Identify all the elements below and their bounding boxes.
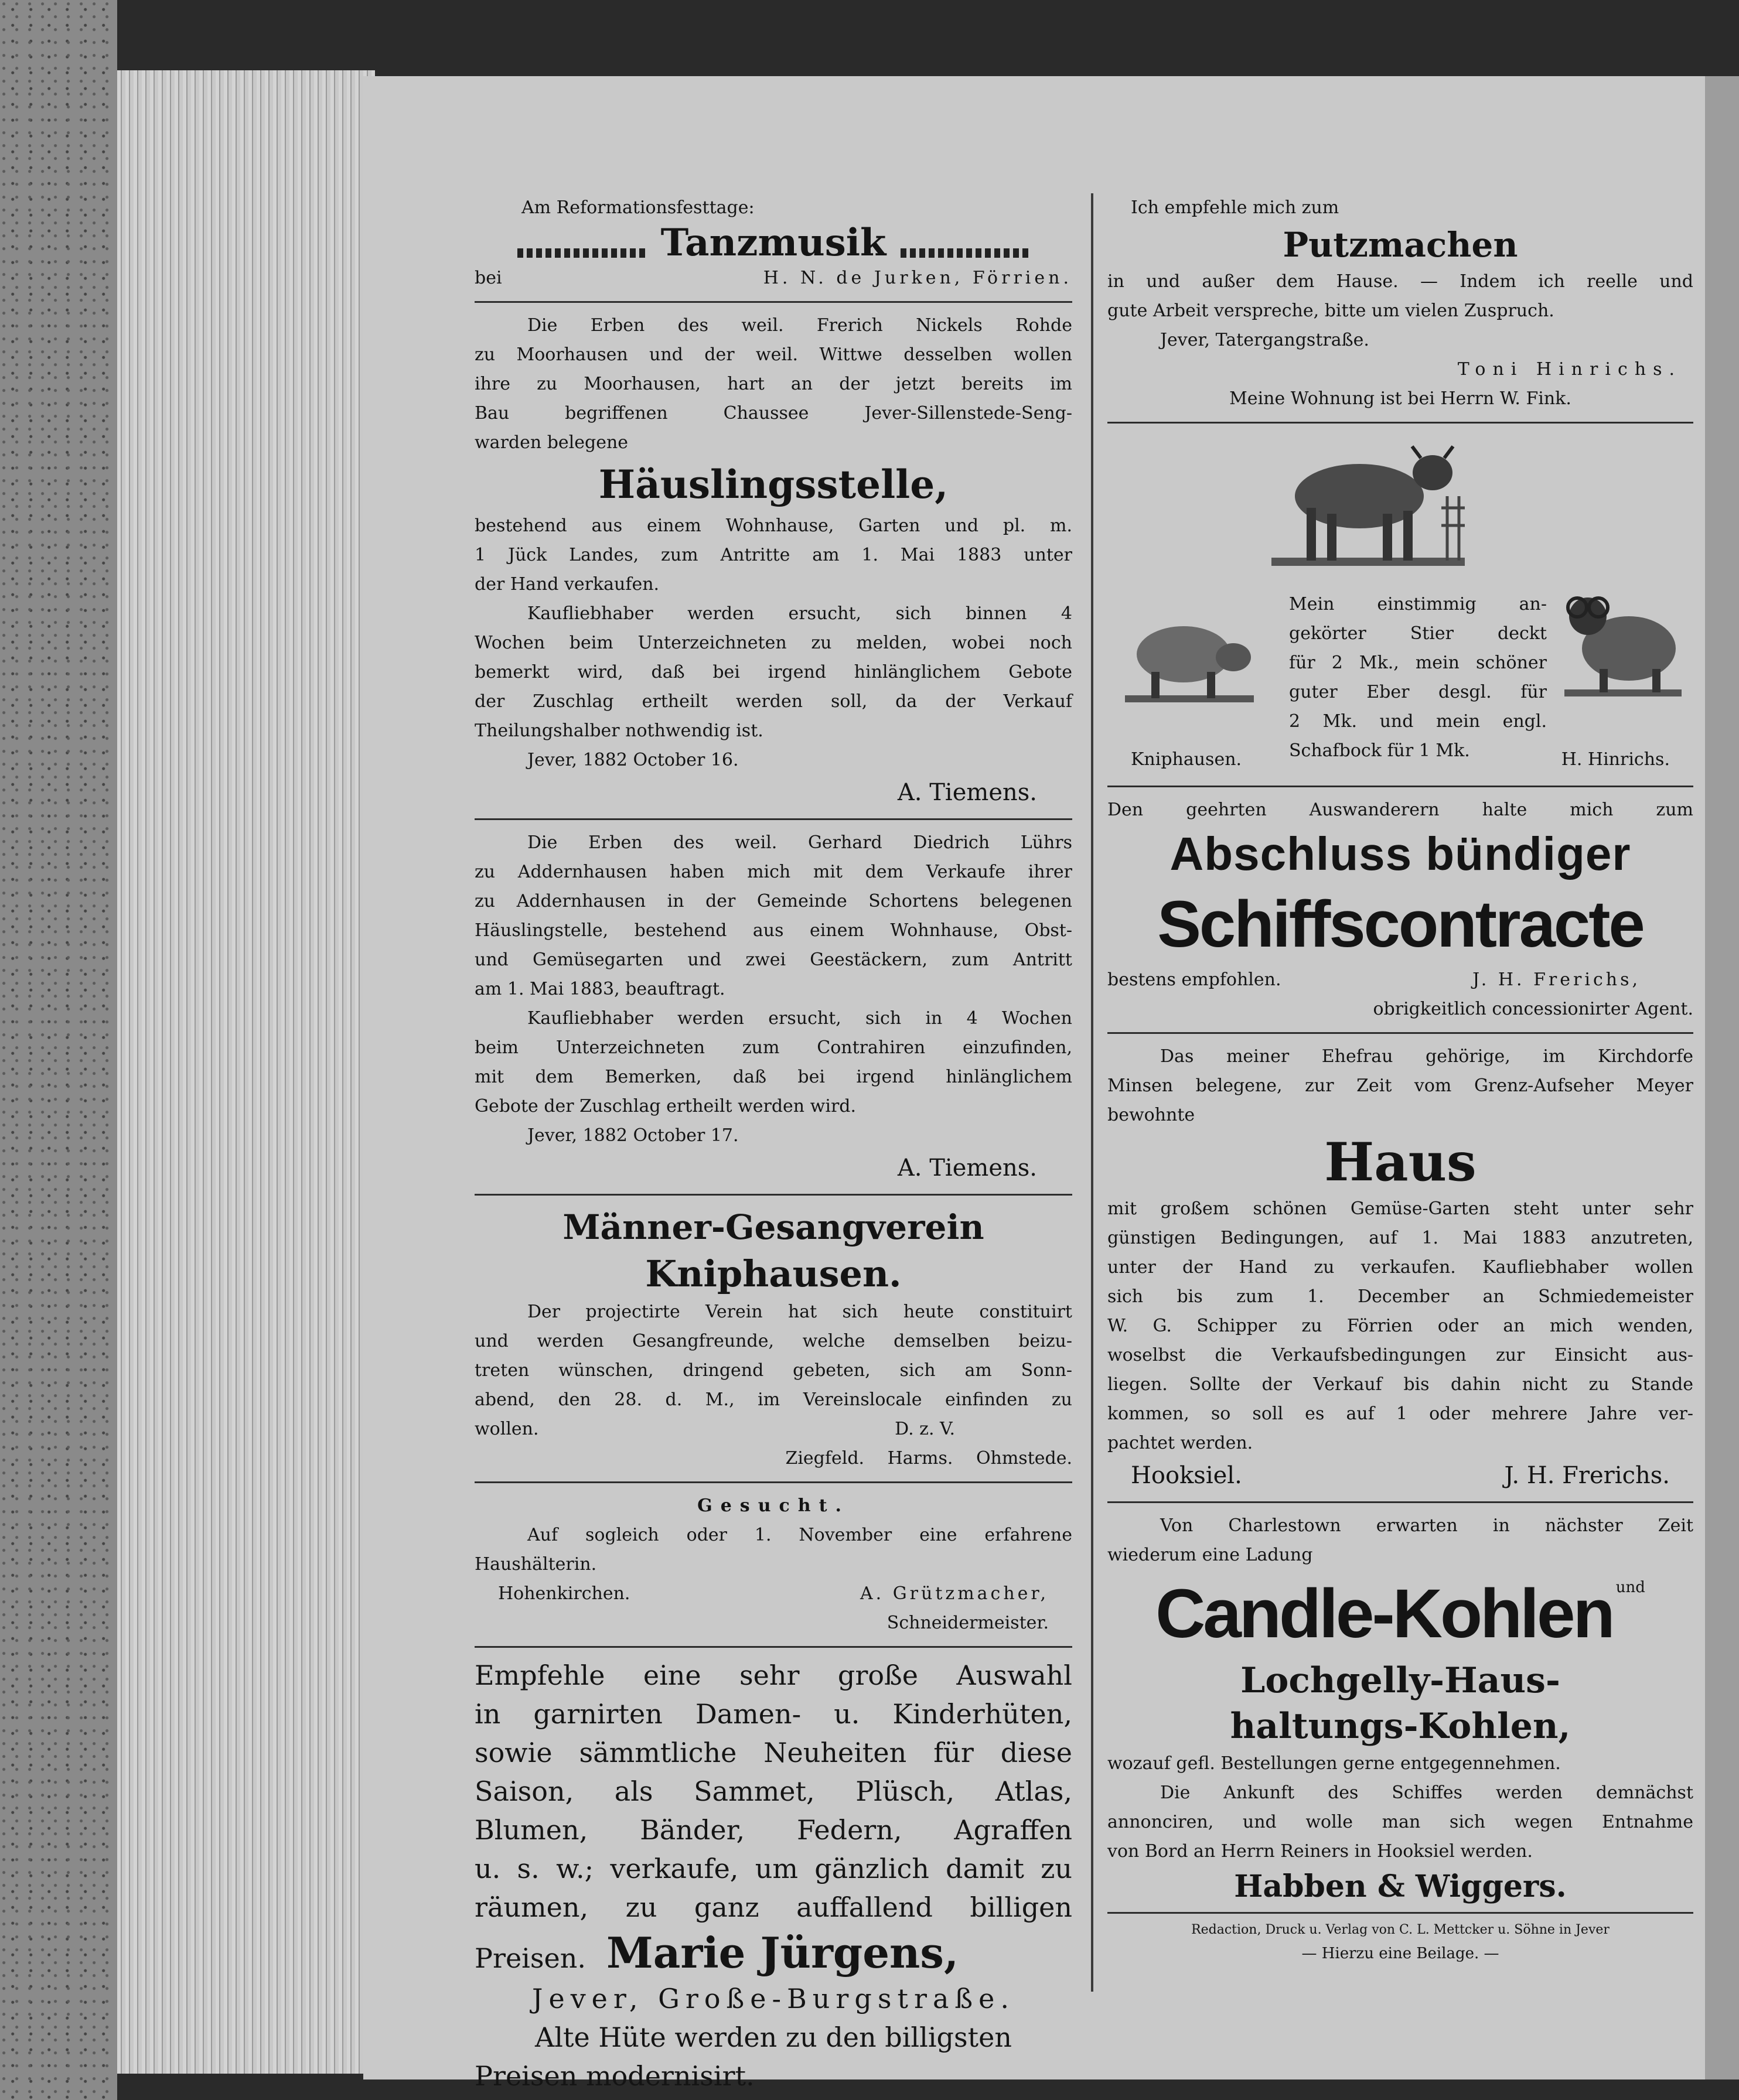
text-line: Mein einstimmig an- (1289, 594, 1547, 614)
haeuslingsstelle-title: Häuslingsstelle, (598, 462, 949, 507)
text-line: sowie sämmtliche Neuheiten für diese (475, 1737, 1072, 1768)
pig-illustration (1125, 602, 1254, 707)
book-binding (0, 0, 117, 2100)
divider (475, 1646, 1072, 1648)
ad-putzmachen (1107, 193, 1693, 414)
text-line: von Bord an Herrn Reiners in Hooksiel werden. (1107, 1841, 1533, 1862)
ad-gesucht (475, 1491, 1072, 1638)
text-line: Kaufliebhaber werden ersucht, sich binnen 4 (527, 603, 1072, 624)
text-line: zu Moorhausen und der weil. Wittwe desselben wollen (475, 344, 1072, 365)
page-stack-edge (117, 70, 375, 2074)
text-line: abend, den 28. d. M., im Vereinslocale einfinden zu (475, 1389, 1072, 1410)
schiff-role: obrigkeitlich concessionirter Agent. (1373, 999, 1693, 1019)
newspaper-page (363, 76, 1705, 2092)
gesucht-place: Hohenkirchen. (498, 1583, 630, 1604)
text-line: unter der Hand zu verkaufen. Kaufliebhaber wollen (1107, 1257, 1693, 1278)
preisen: Preisen. (475, 1942, 586, 1974)
ornament-left (517, 248, 646, 258)
kohlen-und: und (1615, 1579, 1645, 1596)
text-line: Empfehle eine sehr große Auswahl (475, 1659, 1072, 1691)
right-column (1107, 193, 1693, 1965)
schiff-intro: Den geehrten Auswanderern halte mich zum (1107, 800, 1693, 820)
text-line: günstigen Bedingungen, auf 1. Mai 1883 anzutreten, (1107, 1228, 1693, 1248)
text-line: und Gemüsegarten und zwei Geestäckern, zum Antritt (475, 950, 1072, 970)
text-line: 1 Jück Landes, zum Antritte am 1. Mai 1883 unter (475, 545, 1072, 565)
ad-date: Jever, 1882 October 17. (527, 1125, 739, 1146)
text-line: Blumen, Bänder, Federn, Agraffen (475, 1814, 1072, 1846)
text-line: pachtet werden. (1107, 1433, 1253, 1453)
ad-tanzmusik (475, 193, 1072, 293)
board-name: Ohmstede. (976, 1448, 1072, 1469)
text-line: Die Erben des weil. Gerhard Diedrich Lührs (527, 832, 1072, 853)
divider (475, 818, 1072, 820)
tanz-intro: Am Reformationsfesttage: (521, 197, 755, 218)
text-line: Von Charlestown erwarten in nächster Zeit (1160, 1515, 1693, 1536)
board-name: Harms. (887, 1448, 953, 1469)
text-line: wiederum eine Ladung (1107, 1545, 1313, 1565)
page-footer (1107, 1918, 1693, 1965)
divider (1107, 1501, 1693, 1503)
text-line: Auf sogleich oder 1. November eine erfahrene (527, 1525, 1072, 1545)
text-line: bestehend aus einem Wohnhause, Garten und pl. m. (475, 515, 1072, 536)
gesucht-sig: A. Grützmacher, (860, 1583, 1049, 1604)
ad-marie-juergens (475, 1656, 1072, 2095)
text-line: Das meiner Ehefrau gehörige, im Kirchdorfe (1160, 1046, 1693, 1067)
text-line: warden belegene (475, 432, 629, 453)
text-line: mit dem Bemerken, daß bei irgend hinlänglichem (475, 1067, 1072, 1087)
board-name: Ziegfeld. (785, 1448, 865, 1469)
text-line: beim Unterzeichneten zum Contrahiren einzufinden, (475, 1037, 1072, 1058)
text-line: treten wünschen, dringend gebeten, sich am Sonn- (475, 1360, 1072, 1381)
putz-place: Jever, Tatergangstraße. (1160, 330, 1369, 350)
text-line: u. s. w.; verkaufe, um gänzlich damit zu (475, 1853, 1072, 1884)
text-line: liegen. Sollte der Verkauf bis dahin nicht zu Stande (1107, 1374, 1693, 1395)
kohlen-title-1: Candle-Kohlen (1155, 1575, 1613, 1652)
text-line: Alte Hüte werden zu den billigsten (535, 2022, 1012, 2053)
column-divider (1091, 193, 1093, 1992)
kohlen-title-3: haltungs-Kohlen, (1230, 1706, 1571, 1747)
schiff-title-2: Schiffscontracte (1157, 887, 1643, 961)
text-line: Bau begriffenen Chaussee Jever-Sillenstede-Seng- (475, 403, 1072, 424)
text-line: kommen, so soll es auf 1 oder mehrere Jahre ver- (1107, 1404, 1693, 1424)
gesang-title-1: Männer-Gesangverein (562, 1207, 984, 1247)
putz-note: Meine Wohnung ist bei Herrn W. Fink. (1229, 388, 1571, 409)
text-line: räumen, zu ganz auffallend billigen (475, 1891, 1072, 1923)
text-line: Saison, als Sammet, Plüsch, Atlas, (475, 1775, 1072, 1807)
signature: A. Tiemens. (897, 779, 1037, 806)
putz-title: Putzmachen (1283, 225, 1518, 265)
text-line: Minsen belegene, zur Zeit vom Grenz-Aufseher Meyer (1107, 1075, 1693, 1096)
text-line: wozauf gefl. Bestellungen gerne entgegennehmen. (1107, 1753, 1561, 1774)
text-line: ihre zu Moorhausen, hart an der jetzt bereits im (475, 374, 1072, 394)
gesucht-title: Gesucht. (697, 1495, 850, 1516)
text-line: Preisen modernisirt. (475, 2060, 755, 2092)
ad-gesangverein (475, 1204, 1072, 1473)
haus-place: Hooksiel. (1131, 1462, 1242, 1489)
ad-haeuslingsstelle-1 (475, 311, 1072, 810)
text-line: mit großem schönen Gemüse-Garten steht unter sehr (1107, 1198, 1693, 1219)
text-line: gekörter Stier deckt (1289, 623, 1547, 644)
beilage-note: — Hierzu eine Beilage. — (1301, 1945, 1499, 1962)
signature: A. Tiemens. (897, 1155, 1037, 1182)
text-line: Die Ankunft des Schiffes werden demnächst (1160, 1783, 1693, 1803)
divider (1107, 786, 1693, 787)
divider (1107, 1912, 1693, 1914)
text-line: woselbst die Verkaufsbedingungen zur Einsicht aus- (1107, 1345, 1693, 1365)
text-line: bemerkt wird, daß bei irgend hinlänglichem Gebote (475, 662, 1072, 682)
tanz-host: H. N. de Jurken, Förrien. (763, 268, 1072, 288)
tanz-bei: bei (475, 268, 502, 288)
ad-date: Jever, 1882 October 16. (527, 750, 739, 770)
stier-name: H. Hinrichs. (1561, 749, 1670, 770)
text-line: Häuslingstelle, bestehend aus einem Wohnhause, Obst- (475, 920, 1072, 941)
text-line: Der projectirte Verein hat sich heute constituirt (527, 1302, 1072, 1322)
text-line: Wochen beim Unterzeichneten zu melden, wobei noch (475, 633, 1072, 653)
text-line: zu Addernhausen haben mich mit dem Verkaufe ihrer (475, 862, 1072, 882)
divider (475, 1481, 1072, 1483)
text-line: in und außer dem Hause. — Indem ich reelle und (1107, 271, 1693, 292)
schiff-left: bestens empfohlen. (1107, 969, 1281, 990)
text-line: Gebote der Zuschlag ertheilt werden wird. (475, 1096, 857, 1116)
imprint: Redaction, Druck u. Verlag von C. L. Mettcker u. Söhne in Jever (1191, 1923, 1610, 1937)
text-line: zu Addernhausen in der Gemeinde Schortens belegenen (475, 891, 1072, 911)
text-line: und werden Gesangfreunde, welche demselben beizu- (475, 1331, 1072, 1351)
left-column (475, 193, 1072, 2095)
text-line: 2 Mk. und mein engl. (1289, 711, 1547, 732)
ad-schiffscontracte (1107, 795, 1693, 1024)
text-line: Die Erben des weil. Frerich Nickels Rohde (527, 315, 1072, 336)
gesang-wollen: wollen. (475, 1419, 539, 1439)
juergens-address: Jever, Große-Burgstraße. (532, 1983, 1015, 2014)
text-line: W. G. Schipper zu Förrien oder an mich wenden, (1107, 1316, 1693, 1336)
divider (1107, 1032, 1693, 1034)
text-line: für 2 Mk., mein schöner (1289, 653, 1547, 673)
text-line: guter Eber desgl. für (1289, 682, 1547, 702)
text-line: sich bis zum 1. December an Schmiedemeister (1107, 1286, 1693, 1307)
putz-intro: Ich empfehle mich zum (1131, 197, 1339, 218)
divider (1107, 422, 1693, 424)
text-line: gute Arbeit verspreche, bitte um vielen Zuspruch. (1107, 301, 1554, 321)
gesucht-role: Schneidermeister. (886, 1613, 1049, 1633)
text-line: Schafbock für 1 Mk. (1289, 740, 1470, 761)
text-line: am 1. Mai 1883, beauftragt. (475, 979, 725, 999)
schiff-title-1: Abschluss bündiger (1169, 828, 1631, 880)
text-line: der Hand verkaufen. (475, 574, 660, 595)
text-line: Kaufliebhaber werden ersucht, sich in 4 Wochen (527, 1008, 1072, 1029)
haus-name: J. H. Frerichs. (1504, 1462, 1670, 1489)
ornament-right (901, 248, 1029, 258)
ad-haus (1107, 1042, 1693, 1493)
bull-illustration (1271, 438, 1465, 572)
putz-name: Toni Hinrichs. (1457, 359, 1682, 380)
kohlen-title-2: Lochgelly-Haus- (1240, 1660, 1560, 1701)
text-line: annonciren, und wolle man sich wegen Entnahme (1107, 1812, 1693, 1832)
page-edge (1705, 76, 1739, 2079)
ram-illustration (1564, 584, 1682, 701)
ad-stier (1107, 432, 1693, 777)
text-line: Theilungshalber nothwendig ist. (475, 721, 763, 741)
text-line: der Zuschlag ertheilt werden soll, da der Verkauf (475, 691, 1072, 712)
tanz-title: Tanzmusik (660, 221, 886, 265)
juergens-name: Marie Jürgens, (606, 1928, 959, 1978)
text-line: in garnirten Damen- u. Kinderhüten, (475, 1698, 1072, 1730)
stier-place: Kniphausen. (1131, 749, 1242, 770)
gesang-title-2: Kniphausen. (645, 1252, 902, 1295)
kohlen-signature: Habben & Wiggers. (1234, 1869, 1567, 1904)
ad-haeuslingsstelle-2 (475, 828, 1072, 1186)
haus-title: Haus (1324, 1131, 1477, 1193)
divider (475, 1194, 1072, 1196)
gesang-dzv: D. z. V. (895, 1419, 955, 1439)
text-line: bewohnte (1107, 1105, 1195, 1125)
divider (475, 301, 1072, 303)
text-line: Haushälterin. (475, 1554, 597, 1575)
ad-kohlen (1107, 1511, 1693, 1907)
schiff-name: J. H. Frerichs, (1472, 969, 1641, 990)
